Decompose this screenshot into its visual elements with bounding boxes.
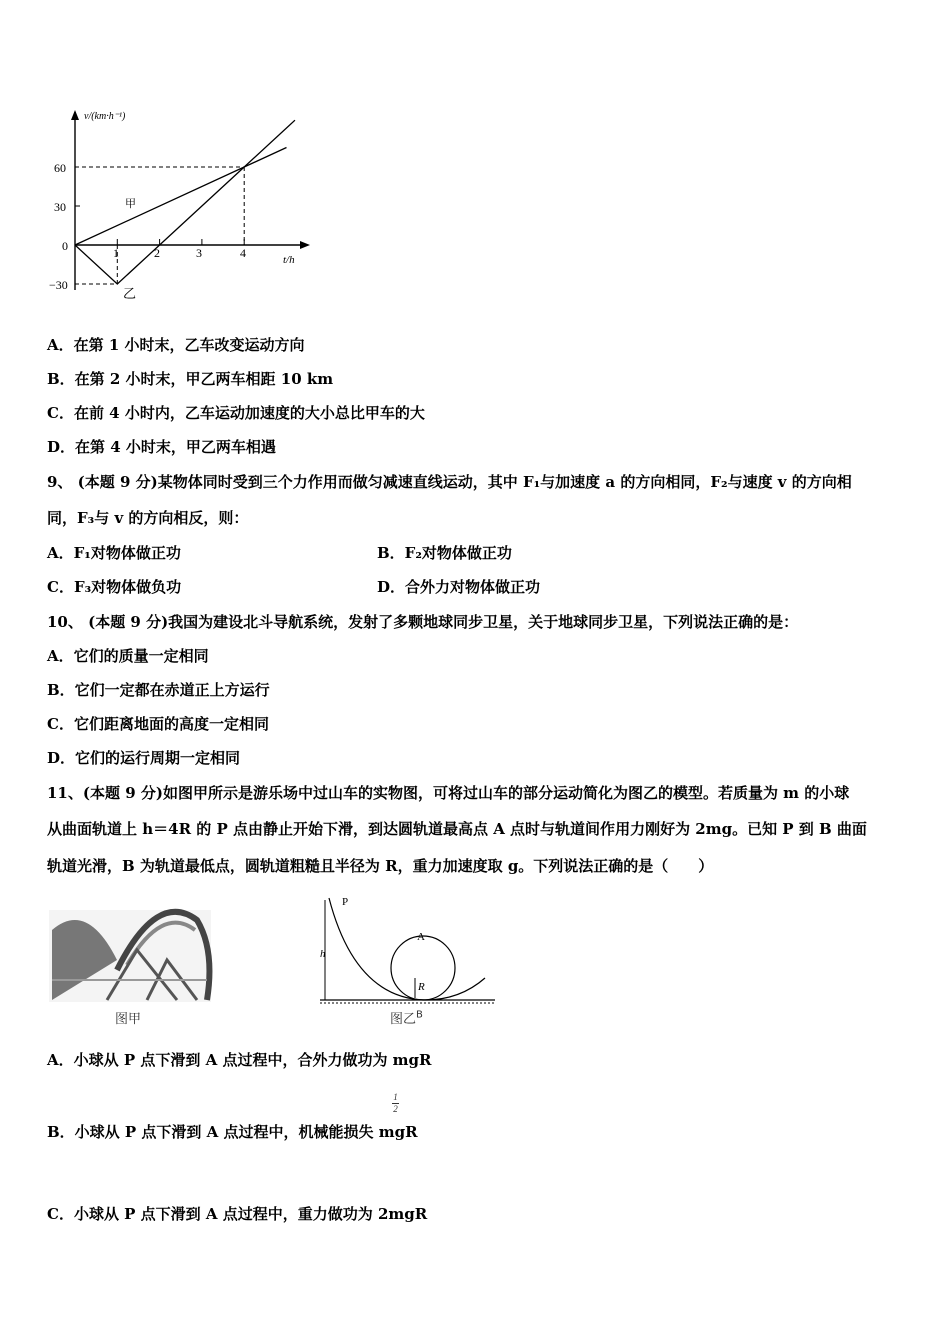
figure-b-caption — [390, 1008, 423, 1027]
q9-option-d: D．合外力对物体做正功 — [377, 578, 541, 596]
series-label-yi: 乙 — [123, 286, 137, 301]
q8-option-b: B．在第 2 小时末，甲乙两车相距 10 km — [47, 370, 334, 388]
q10-option-b: B．它们一定都在赤道正上方运行 — [47, 681, 270, 699]
y-tick-0: 0 — [62, 239, 68, 253]
q8-option-c: C．在前 4 小时内，乙车运动加速度的大小总比甲车的大 — [47, 404, 425, 422]
q9-stem-line1: 9、 (本题 9 分)某物体同时受到三个力作用而做匀减速直线运动，其中 F₁与加速度 a 的方向相同，F₂与速度 v 的方向相 — [47, 473, 852, 491]
q9-option-c: C．F₃对物体做负功 — [47, 578, 182, 596]
y-axis-arrow-icon — [71, 110, 79, 120]
x-axis-label: t/h — [283, 254, 295, 266]
q11-stem-line1: 11、(本题 9 分)如图甲所示是游乐场中过山车的实物图，可将过山车的部分运动简化为图乙的模型。若质量为 m 的小球 — [47, 784, 850, 802]
q11-option-a: A．小球从 P 点下滑到 A 点过程中，合外力做功为 mgR — [47, 1051, 432, 1069]
fraction-numerator: 1 — [393, 1092, 398, 1102]
velocity-time-chart — [40, 100, 330, 310]
q9-option-a: A．F₁对物体做正功 — [47, 544, 181, 562]
x-tick-1: 1 — [113, 246, 119, 260]
label-r: R — [418, 981, 425, 993]
figure-b-caption-text: 图乙 — [390, 1012, 417, 1027]
fraction-one-half — [392, 1092, 399, 1115]
label-h: h — [320, 948, 326, 960]
x-tick-2: 2 — [154, 246, 160, 260]
q10-stem: 10、 (本题 9 分)我国为建设北斗导航系统，发射了多颗地球同步卫星，关于地球同步卫星，下列说法正确的是： — [47, 613, 799, 631]
x-tick-3: 3 — [196, 246, 202, 260]
y-axis-label: v/(km·h⁻¹) — [84, 111, 126, 122]
series-label-jia: 甲 — [125, 198, 136, 210]
q9-stem-line2: 同，F₃与 v 的方向相反，则： — [47, 509, 249, 527]
x-axis-arrow-icon — [300, 241, 310, 249]
q11-stem-line2: 从曲面轨道上 h＝4R 的 P 点由静止开始下滑，到达圆轨道最高点 A 点时与轨道间作用力刚好为 2mg。已知 P 到 B 曲面 — [47, 820, 867, 838]
figure-a-caption: 图甲 — [115, 1012, 142, 1027]
q11-option-b: B．小球从 P 点下滑到 A 点过程中，机械能损失 mgR — [47, 1123, 418, 1141]
q10-option-c: C．它们距离地面的高度一定相同 — [47, 715, 269, 733]
y-tick-neg30: −30 — [49, 278, 68, 292]
q8-option-d: D．在第 4 小时末，甲乙两车相遇 — [47, 438, 276, 456]
y-tick-60: 60 — [54, 161, 66, 175]
q11-option-c: C．小球从 P 点下滑到 A 点过程中，重力做功为 2mgR — [47, 1205, 428, 1223]
label-a: A — [417, 931, 425, 943]
series-line-yi — [75, 120, 295, 284]
x-tick-4: 4 — [240, 246, 246, 260]
q10-option-d: D．它们的运行周期一定相同 — [47, 749, 241, 767]
roller-coaster-photo — [47, 890, 215, 1005]
roller-coaster-model-diagram — [315, 890, 500, 1005]
y-tick-30: 30 — [54, 200, 66, 214]
q8-option-a: A．在第 1 小时末，乙车改变运动方向 — [47, 336, 305, 354]
q10-option-a: A．它们的质量一定相同 — [47, 647, 209, 665]
label-b: B — [416, 1009, 423, 1021]
q9-option-b: B．F₂对物体做正功 — [377, 544, 512, 562]
q11-stem-line3: 轨道光滑，B 为轨道最低点，圆轨道粗糙且半径为 R，重力加速度取 g。下列说法正确的是（ ） — [47, 857, 714, 875]
label-p: P — [342, 896, 349, 908]
series-line-jia — [75, 148, 287, 246]
fraction-denominator: 2 — [393, 1104, 398, 1114]
